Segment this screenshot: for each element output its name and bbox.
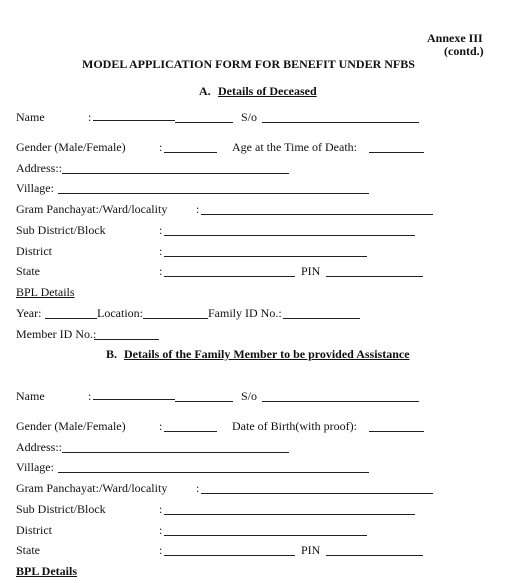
district-field-b[interactable] xyxy=(164,535,367,536)
village-label: Village: xyxy=(16,181,54,195)
gender-colon-b: : xyxy=(159,419,163,433)
section-b-letter: B. xyxy=(106,347,118,361)
subdistrict-field-b[interactable] xyxy=(164,514,415,515)
dob-label: Date of Birth(with proof): xyxy=(232,419,357,433)
gender-label-b: Gender (Male/Female) xyxy=(16,419,126,433)
village-field-b[interactable] xyxy=(58,472,369,473)
section-b-heading: Details of the Family Member to be provided Assistance xyxy=(124,347,410,361)
year-label: Year: xyxy=(16,306,42,320)
village-label-b: Village: xyxy=(16,460,54,474)
subdistrict-colon-b: : xyxy=(159,502,163,516)
age-death-label: Age at the Time of Death: xyxy=(232,140,357,154)
so-label: S/o xyxy=(241,110,258,124)
gender-field-a[interactable] xyxy=(164,152,217,153)
district-label: District xyxy=(16,244,52,258)
pin-field-b[interactable] xyxy=(326,555,423,556)
name-field-b2[interactable] xyxy=(175,401,233,402)
address-label: Address:: xyxy=(16,161,62,175)
district-field-a[interactable] xyxy=(164,256,367,257)
state-label-b: State xyxy=(16,543,40,557)
so-field-b[interactable] xyxy=(262,401,419,402)
form-title: MODEL APPLICATION FORM FOR BENEFIT UNDER NFBS xyxy=(82,57,415,71)
member-id-label: Member ID No.: xyxy=(16,327,97,341)
section-a-letter: A. xyxy=(199,84,211,98)
gram-field-a[interactable] xyxy=(201,214,433,215)
state-field-a[interactable] xyxy=(164,276,295,277)
name-colon: : xyxy=(88,110,92,124)
name-label-b: Name xyxy=(16,389,45,403)
subdistrict-label: Sub District/Block xyxy=(16,223,106,237)
member-id-field[interactable] xyxy=(94,339,159,340)
state-colon-b: : xyxy=(159,543,163,557)
district-colon: : xyxy=(159,244,163,258)
gram-label: Gram Panchayat:/Ward/locality xyxy=(16,202,168,216)
location-label: Location: xyxy=(97,306,143,320)
subdistrict-field-a[interactable] xyxy=(164,235,415,236)
state-label: State xyxy=(16,264,40,278)
name-label: Name xyxy=(16,110,45,124)
bpl-heading-b: BPL Details xyxy=(16,564,78,578)
name-field-a2[interactable] xyxy=(175,122,233,123)
name-colon-b: : xyxy=(88,389,92,403)
gram-colon-b: : xyxy=(196,481,200,495)
pin-label: PIN xyxy=(301,264,321,278)
subdistrict-label-b: Sub District/Block xyxy=(16,502,106,516)
district-colon-b: : xyxy=(159,523,163,537)
name-field-a1[interactable] xyxy=(93,120,175,121)
gram-field-b[interactable] xyxy=(201,493,433,494)
gender-colon: : xyxy=(159,140,163,154)
address-field-b[interactable] xyxy=(62,452,289,453)
section-a-heading: Details of Deceased xyxy=(218,84,317,98)
gender-field-b[interactable] xyxy=(164,431,217,432)
name-field-b1[interactable] xyxy=(93,399,175,400)
age-death-field[interactable] xyxy=(369,152,424,153)
state-colon: : xyxy=(159,264,163,278)
state-field-b[interactable] xyxy=(164,555,295,556)
pin-field-a[interactable] xyxy=(326,276,423,277)
pin-label-b: PIN xyxy=(301,543,321,557)
address-field-a[interactable] xyxy=(62,173,289,174)
annex-label: Annexe III xyxy=(427,31,483,45)
address-label-b: Address:: xyxy=(16,440,62,454)
year-field[interactable] xyxy=(45,318,97,319)
family-id-field[interactable] xyxy=(283,318,360,319)
gram-label-b: Gram Panchayat:/Ward/locality xyxy=(16,481,168,495)
so-field-a[interactable] xyxy=(262,122,419,123)
gender-label: Gender (Male/Female) xyxy=(16,140,126,154)
family-id-label: Family ID No.: xyxy=(208,306,282,320)
so-label-b: S/o xyxy=(241,389,258,403)
annex-contd: (contd.) xyxy=(444,44,484,58)
district-label-b: District xyxy=(16,523,52,537)
gram-colon: : xyxy=(196,202,200,216)
dob-field[interactable] xyxy=(369,431,424,432)
bpl-heading-a: BPL Details xyxy=(16,285,75,299)
village-field-a[interactable] xyxy=(58,193,369,194)
location-field[interactable] xyxy=(143,318,208,319)
subdistrict-colon: : xyxy=(159,223,163,237)
